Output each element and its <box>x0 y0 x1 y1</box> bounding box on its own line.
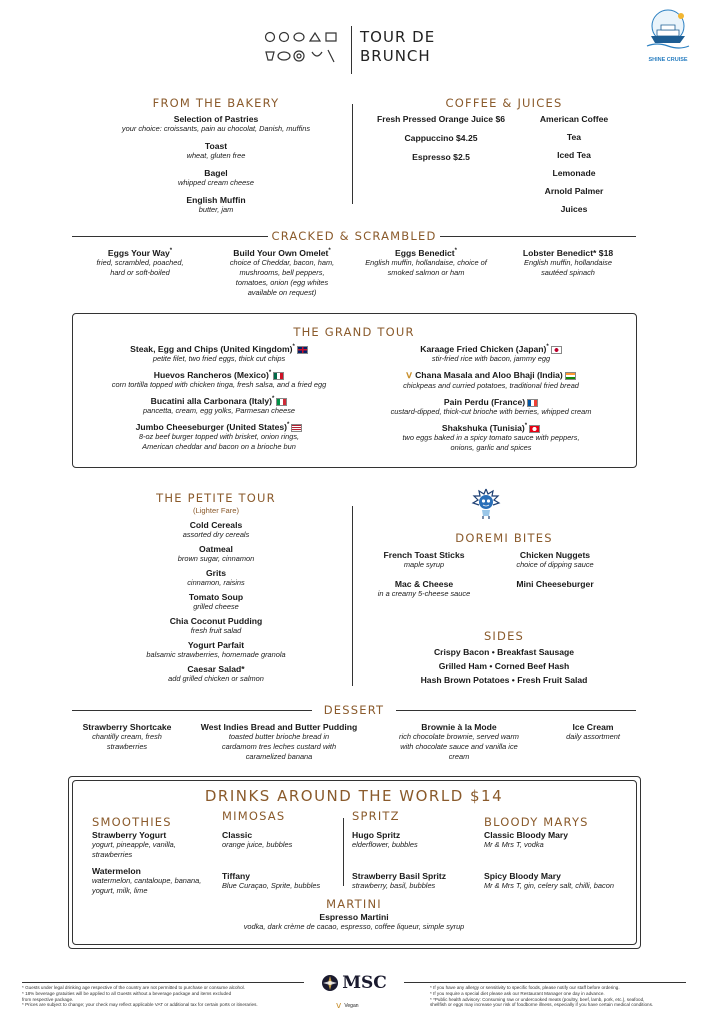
item-name: Yogurt Parfait <box>187 640 245 650</box>
section-title-sides: SIDES <box>483 629 525 643</box>
list-item <box>190 722 368 762</box>
coffee-item: Lemonade <box>552 168 596 178</box>
ship-icon <box>643 8 693 52</box>
item-desc: brown sugar, cinnamon <box>177 554 255 563</box>
item-name: Eggs Benedict <box>394 248 455 258</box>
item-name: Jumbo Cheeseburger (United States) <box>135 422 288 432</box>
uk-flag-icon <box>297 346 308 354</box>
coffee-item: Tea <box>566 132 582 142</box>
item-name-wrap <box>498 248 638 258</box>
list-item <box>366 423 616 453</box>
section-title-coffee: COFFEE & JUICES <box>445 96 563 110</box>
list-item <box>352 830 470 850</box>
list-item <box>96 141 336 161</box>
item-name: Steak, Egg and Chips (United Kingdom) <box>130 344 293 354</box>
coffee-list-left <box>366 114 516 162</box>
header-divider <box>351 26 352 74</box>
footer-note: * Prices are subject to change; your check may reflect applicable VAT or additional tax for certain ports or itineraries. <box>22 1002 258 1008</box>
list-item <box>366 550 482 570</box>
item-name: Huevos Rancheros (Mexico) <box>153 370 269 380</box>
sides-line: Hash Brown Potatoes • Fresh Fruit Salad <box>420 675 588 685</box>
list-item <box>96 195 336 215</box>
item-name: Tiffany <box>222 871 251 881</box>
section-title-doremi: DOREMI BITES <box>455 531 553 545</box>
item-desc: petite filet, two fried eggs, thick cut chips <box>152 354 286 363</box>
logo-text: SHINE CRUISE <box>648 57 688 63</box>
list-item <box>496 579 614 589</box>
item-desc: chantilly cream, fresh strawberries <box>92 732 162 751</box>
item-desc: grilled cheese <box>193 602 239 611</box>
mimosas-list <box>222 830 340 891</box>
item-desc: two eggs baked in a spicy tomato sauce with peppers, onions, garlic and spices <box>402 433 580 452</box>
item-name: Spicy Bloody Mary <box>484 871 561 881</box>
item-desc: maple syrup <box>403 560 445 569</box>
item-desc: elderflower, bubbles <box>352 840 418 849</box>
bakery-list <box>96 114 336 215</box>
item-name-wrap <box>94 370 344 380</box>
item-name: Espresso Martini <box>319 912 389 922</box>
list-item <box>72 722 182 752</box>
drinks-martini-title: MARTINI <box>326 897 382 911</box>
item-desc: Blue Curaçao, Sprite, bubbles <box>222 881 321 890</box>
item-desc: daily assortment <box>566 732 620 741</box>
item-desc: Mr & Mrs T, vodka <box>484 840 544 849</box>
footer-rule-left <box>22 982 304 983</box>
item-name: Classic Bloody Mary <box>484 830 569 840</box>
list-item <box>96 114 336 134</box>
sides-line: Crispy Bacon • Breakfast Sausage <box>433 647 575 657</box>
item-desc: Mr & Mrs T, gin, celery salt, chilli, bacon <box>484 881 614 890</box>
item-name-wrap <box>366 370 616 381</box>
vegan-legend <box>336 1000 359 1011</box>
item-name: Cold Cereals <box>189 520 243 530</box>
list-item <box>92 866 212 896</box>
footer-note: * *Public health advisory: Consuming raw or undercooked meats (poultry, beef, lamb, pork, etc.), seafood, <box>430 996 645 1002</box>
item-name-wrap <box>94 344 344 354</box>
item-name: Ice Cream <box>572 722 614 732</box>
footer-notes-left <box>22 985 312 1008</box>
coffee-item: Arnold Palmer <box>544 186 604 196</box>
france-flag-icon <box>527 399 538 407</box>
item-name: Strawberry Yogurt <box>92 830 167 840</box>
item-name: English Muffin <box>186 195 246 205</box>
rule-dessert-left <box>72 710 312 711</box>
sides-line: Grilled Ham • Corned Beef Hash <box>438 661 570 671</box>
item-name: Mini Cheeseburger <box>516 579 594 589</box>
list-item <box>498 248 638 278</box>
coffee-item: American Coffee <box>539 114 609 124</box>
item-desc: English muffin, hollandaise sautéed spinach <box>524 258 612 277</box>
item-desc: assorted dry cereals <box>182 530 250 539</box>
item-name: Chia Coconut Pudding <box>169 616 263 626</box>
header-icons <box>262 28 342 72</box>
item-desc: add grilled chicken or salmon <box>168 674 264 683</box>
section-title-drinks: DRINKS AROUND THE WORLD $14 <box>204 787 504 805</box>
item-desc: pancetta, cream, egg yolks, Parmesan cheese <box>143 406 295 415</box>
list-item <box>366 370 616 391</box>
item-name: Caesar Salad* <box>187 664 245 674</box>
list-item <box>212 248 352 298</box>
item-name: Pain Perdu (France) <box>443 397 526 407</box>
grand-left-column <box>94 344 344 452</box>
item-name-wrap <box>94 396 344 406</box>
smoothies-list <box>92 830 212 896</box>
section-title-cracked: CRACKED & SCRAMBLED <box>271 229 437 243</box>
list-item <box>366 397 616 417</box>
item-desc: toasted butter brioche bread in cardamom tres leches custard with caramelized banana <box>221 732 337 761</box>
divider-petite <box>352 506 353 686</box>
petite-list <box>96 520 336 684</box>
list-item <box>92 830 212 860</box>
usa-flag-icon <box>291 424 302 432</box>
petite-subtitle: (Lighter Fare) <box>192 506 239 515</box>
item-desc: stir-fried rice with bacon, jammy egg <box>431 354 551 363</box>
footer-note: * If you have any allergy or sensitivity to specific foods, please notify our staff before ordering. <box>430 985 620 990</box>
title-line-1: TOUR DE <box>360 28 436 46</box>
list-item <box>96 568 336 588</box>
coffee-item: Juices <box>560 204 588 214</box>
vegan-icon: ⅴ <box>336 1000 342 1010</box>
item-name: Build Your Own Omelet <box>233 248 329 258</box>
item-desc: wheat, gluten free <box>186 151 246 160</box>
item-name: Classic <box>222 830 253 840</box>
item-name: Mac & Cheese <box>394 579 454 589</box>
list-item <box>94 370 344 390</box>
list-item <box>96 520 336 540</box>
item-name: Selection of Pastries <box>173 114 259 124</box>
item-desc: strawberry, basil, bubbles <box>352 881 436 890</box>
list-item <box>96 640 336 660</box>
item-desc: watermelon, cantaloupe, banana, yogurt, milk, lime <box>92 876 202 895</box>
coffee-item: Fresh Pressed Orange Juice $6 <box>376 114 506 124</box>
item-mark: * <box>169 248 173 255</box>
list-item <box>366 344 616 364</box>
footer-note: from respective package. <box>22 996 74 1002</box>
item-name: Hugo Spritz <box>352 830 401 840</box>
item-name: Chicken Nuggets <box>519 550 591 560</box>
bloody-list <box>484 830 614 891</box>
item-mark: * <box>524 423 528 430</box>
drinks-spritz-title: SPRITZ <box>352 809 400 823</box>
drinks-smoothies-title: SMOOTHIES <box>92 815 172 829</box>
drinks-bloody-title: BLOODY MARYS <box>484 815 589 829</box>
drinks-mimosas-title: MIMOSAS <box>222 809 286 823</box>
item-desc: choice of dipping sauce <box>516 560 594 569</box>
doremi-mascot-icon <box>468 485 504 521</box>
rule-dessert-right <box>396 710 636 711</box>
footer-notes-right <box>430 985 700 1008</box>
rule-cracked-left <box>72 236 268 237</box>
item-desc: corn tortilla topped with chicken tinga, fresh salsa, and a fried egg <box>111 380 327 389</box>
list-item <box>94 422 344 452</box>
coffee-item: Iced Tea <box>557 150 591 160</box>
list-item <box>484 830 614 850</box>
india-flag-icon <box>565 372 576 380</box>
list-item <box>96 616 336 636</box>
list-item <box>96 168 336 188</box>
item-name: Toast <box>204 141 228 151</box>
item-mark: * <box>454 248 458 255</box>
vegan-label: Vegan <box>344 1002 359 1009</box>
item-name: Tomato Soup <box>188 592 244 602</box>
coffee-item: Cappuccino $4.25 <box>404 133 478 143</box>
sides-list <box>372 647 636 685</box>
item-desc: vodka, dark crème de cacao, espresso, coffee liqueur, simple syrup <box>243 922 465 931</box>
item-desc: rich chocolate brownie, served warm with chocolate sauce and vanilla ice cream <box>399 732 519 761</box>
list-item <box>96 664 336 684</box>
item-name: Strawberry Basil Spritz <box>352 871 447 881</box>
item-name-wrap <box>366 344 616 354</box>
coffee-list-right <box>526 114 622 214</box>
list-item <box>384 722 534 762</box>
list-item <box>94 396 344 416</box>
footer-note: * Guests under legal drinking age respective of the country are not permitted to purchase or consume alcohol. <box>22 985 245 990</box>
list-item <box>222 830 340 850</box>
item-desc: whipped cream cheese <box>177 178 254 187</box>
item-name-wrap <box>212 248 352 258</box>
section-title-dessert: DESSERT <box>323 703 385 717</box>
shine-cruise-logo <box>638 8 698 64</box>
footer-note: shellfish or eggs may increase your risk of foodborne illness, especially if you have certain medical conditions. <box>430 1002 654 1008</box>
item-name-wrap <box>366 423 616 433</box>
list-item <box>546 722 640 742</box>
list-item <box>222 871 340 891</box>
item-desc: chickpeas and curried potatoes, traditional fried bread <box>403 381 579 390</box>
item-name-wrap <box>94 422 344 432</box>
item-desc: in a creamy 5-cheese sauce <box>377 589 471 598</box>
divider-bakery-coffee <box>352 104 353 204</box>
item-name: Karaage Fried Chicken (Japan) <box>420 344 547 354</box>
coffee-item: Espresso $2.5 <box>412 152 470 162</box>
vegan-icon: ⅴ <box>406 370 413 381</box>
item-name-wrap <box>366 397 616 407</box>
item-desc: fresh fruit salad <box>190 626 242 635</box>
footer-note: * If you require a special diet please ask our Restaurant Manager one day in advance. <box>430 990 605 996</box>
item-name: Chana Masala and Aloo Bhaji (India) <box>415 370 563 380</box>
item-name: Brownie à la Mode <box>421 722 497 732</box>
list-item <box>70 248 210 278</box>
japan-flag-icon <box>551 346 562 354</box>
item-name: Shakshuka (Tunisia) <box>441 423 525 433</box>
msc-logo <box>314 971 394 995</box>
footer-note: * 18% beverage gratuities will be applied to all Guests without a beverage package and items excluded <box>22 990 232 996</box>
item-name: Strawberry Shortcake <box>82 722 172 732</box>
msc-brand: MSC <box>342 973 387 993</box>
item-name: Bucatini alla Carbonara (Italy) <box>150 396 272 406</box>
divider-drinks-1 <box>343 818 344 886</box>
item-desc: orange juice, bubbles <box>222 840 293 849</box>
item-name-wrap <box>356 248 496 258</box>
item-mark: * <box>546 344 549 351</box>
italy-flag-icon <box>276 398 287 406</box>
item-name: Eggs Your Way <box>107 248 170 258</box>
item-name: Bagel <box>204 168 228 178</box>
item-mark: * <box>292 344 295 351</box>
page-title <box>360 28 435 66</box>
item-desc: your choice: croissants, pain au chocolat, Danish, muffins <box>121 124 311 133</box>
item-desc: balsamic strawberries, homemade granola <box>146 650 286 659</box>
item-desc: custard-dipped, thick-cut brioche with berries, whipped cream <box>390 407 592 416</box>
item-name: French Toast Sticks <box>383 550 465 560</box>
mexico-flag-icon <box>273 372 284 380</box>
grand-right-column <box>366 344 616 453</box>
title-line-2: BRUNCH <box>360 47 431 65</box>
item-desc: cinnamon, raisins <box>187 578 245 587</box>
spritz-list <box>352 830 470 891</box>
item-name: West Indies Bread and Butter Pudding <box>200 722 358 732</box>
item-desc: fried, scrambled, poached, hard or soft-boiled <box>96 258 184 277</box>
item-name-wrap <box>70 248 210 258</box>
footer-rule-right <box>404 982 686 983</box>
tunisia-flag-icon <box>529 425 540 433</box>
item-mark: * <box>268 370 272 377</box>
item-name: Grits <box>205 568 227 578</box>
list-item <box>352 871 470 891</box>
item-mark: * <box>328 248 331 255</box>
item-mark: * <box>271 396 275 403</box>
section-title-petite: THE PETITE TOUR <box>156 491 276 505</box>
item-mark: * <box>287 422 290 429</box>
list-item <box>96 592 336 612</box>
msc-compass-icon <box>321 974 339 992</box>
list-item <box>356 248 496 278</box>
item-name: Oatmeal <box>199 544 233 554</box>
list-item <box>154 912 554 932</box>
item-desc: choice of Cheddar, bacon, ham, mushrooms, bell peppers, tomatoes, onion (egg whites available on request) <box>229 258 335 297</box>
rule-cracked-right <box>440 236 636 237</box>
list-item <box>96 544 336 564</box>
list-item <box>484 871 614 891</box>
list-item <box>496 550 614 570</box>
item-name: Lobster Benedict* $18 <box>522 248 614 258</box>
section-title-grand: THE GRAND TOUR <box>293 325 415 339</box>
list-item <box>364 579 484 599</box>
item-desc: English muffin, hollandaise, choice of smoked salmon or ham <box>365 258 487 277</box>
item-desc: yogurt, pineapple, vanilla, strawberries <box>92 840 176 859</box>
list-item <box>94 344 344 364</box>
section-title-bakery: FROM THE BAKERY <box>152 96 280 110</box>
item-desc: 8-oz beef burger topped with brisket, onion rings, American cheddar and bacon on a brioche bun <box>138 432 300 451</box>
item-desc: butter, jam <box>198 205 234 214</box>
item-name: Watermelon <box>92 866 141 876</box>
